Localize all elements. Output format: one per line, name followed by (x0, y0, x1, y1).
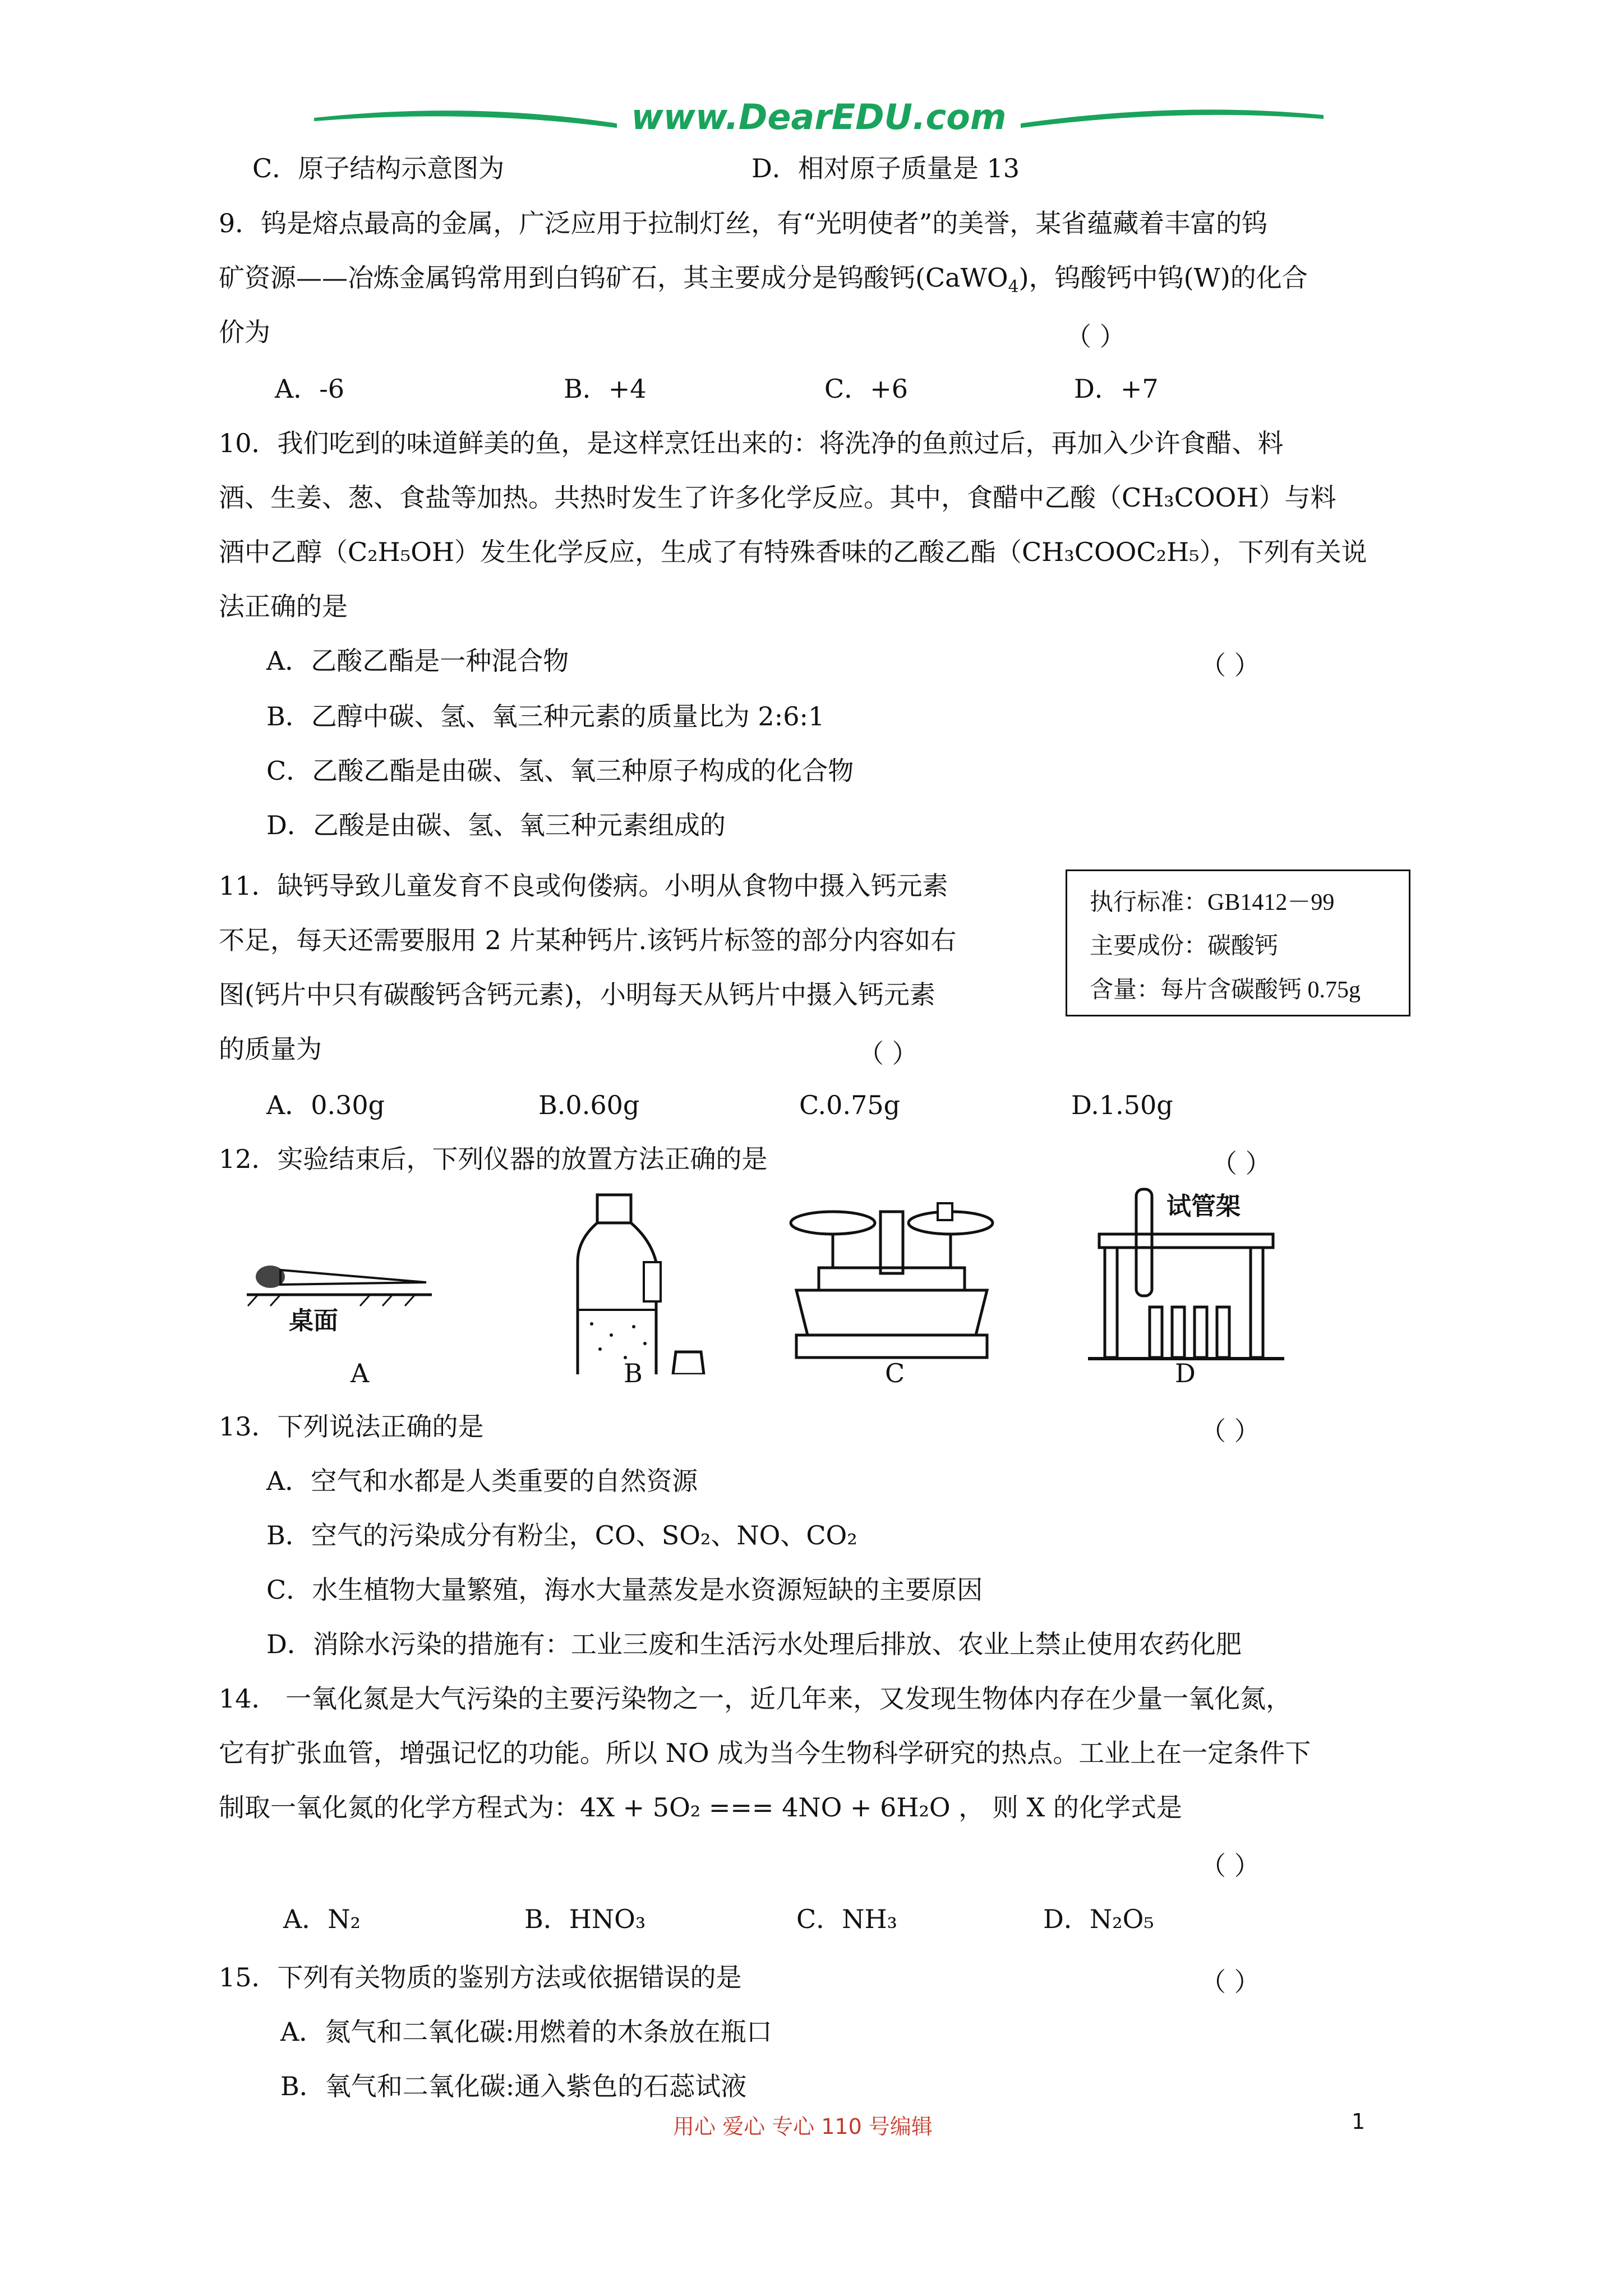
figure-c-balance (785, 1189, 998, 1374)
q10-option-a: A．乙酸乙酯是一种混合物 (266, 646, 569, 676)
q11-line4: 的质量为 (219, 1034, 322, 1064)
q12-line1: 12．实验结束后，下列仪器的放置方法正确的是 (219, 1144, 768, 1174)
reagent-bottle-icon (566, 1189, 712, 1374)
balance-icon (785, 1189, 998, 1374)
q9-line2-b: )，钨酸钙中钨(W)的化合 (1018, 263, 1308, 293)
q12-label-a: A (351, 1358, 370, 1388)
q10-line2: 酒、生姜、葱、食盐等加热。共热时发生了许多化学反应。其中，食醋中乙酸（CH₃COOH）与料 (219, 482, 1336, 513)
q10-line4: 法正确的是 (219, 591, 348, 622)
q13-option-d: D．消除水污染的措施有：工业三废和生活污水处理后排放、农业上禁止使用农药化肥 (266, 1629, 1242, 1659)
q14-option-d: D．N₂O₅ (1043, 1904, 1154, 1934)
dropper-icon (241, 1245, 437, 1358)
q11-line1: 11．缺钙导致儿童发育不良或佝偻病。小明从食物中摄入钙元素 (219, 871, 948, 901)
calcium-label-box (1066, 869, 1410, 1016)
q15-stem: 15．下列有关物质的鉴别方法或依据错误的是 (219, 1962, 742, 1993)
q10-line3: 酒中乙醇（C₂H₅OH）发生化学反应，生成了有特殊香味的乙酸乙酯（CH₃COOC₂H₅），下列有关说 (219, 537, 1367, 567)
q11-line3: 图(钙片中只有碳酸钙含钙元素)，小明每天从钙片中摄入钙元素 (219, 979, 935, 1010)
q8-option-d: D．相对原子质量是 13 (751, 153, 1020, 183)
q9-line1: 9．钨是熔点最高的金属，广泛应用于拉制灯丝，有“光明使者”的美誉，某省蕴藏着丰富的钨 (219, 208, 1268, 238)
q14-answer-paren[interactable]: （ ） (1200, 1851, 1260, 1881)
q9-line2 (219, 262, 1308, 297)
q12-label-c: C (885, 1358, 905, 1388)
q9-option-a: A．-6 (275, 374, 345, 404)
q15-option-a: A．氮气和二氧化碳:用燃着的木条放在瓶口 (280, 2017, 772, 2047)
q9-answer-paren[interactable]: （ ） (1066, 321, 1126, 352)
figure-d-rack-label: 试管架 (1166, 1192, 1241, 1221)
q10-option-c: C．乙酸乙酯是由碳、氢、氧三种原子构成的化合物 (266, 756, 854, 786)
figure-a-table-label: 桌面 (289, 1306, 338, 1335)
q10-answer-paren[interactable]: （ ） (1200, 650, 1260, 680)
q14-line2: 它有扩张血管，增强记忆的功能。所以 NO 成为当今生物科学研究的热点。工业上在一定条件下 (219, 1738, 1311, 1768)
label-line-standard: 执行标准：GB1412－99 (1090, 890, 1335, 915)
q15-option-b: B．氧气和二氧化碳:通入紫色的石蕊试液 (280, 2071, 747, 2101)
q9-line2-a: 矿资源——冶炼金属钨常用到白钨矿石，其主要成分是钨酸钙(CaWO (219, 263, 1008, 293)
label-line-ingredient: 主要成份：碳酸钙 (1090, 933, 1279, 959)
q14-option-b: B．HNO₃ (524, 1904, 646, 1934)
q14-option-c: C．NH₃ (796, 1904, 898, 1934)
q9-option-c: C．+6 (824, 374, 909, 404)
q11-answer-paren[interactable]: （ ） (858, 1038, 918, 1069)
q9-line2-sub: 4 (1008, 277, 1019, 297)
header-banner (303, 84, 1335, 151)
q11-option-c: C.0.75g (799, 1090, 901, 1120)
q10-option-d: D．乙酸是由碳、氢、氧三种元素组成的 (266, 810, 726, 840)
q12-label-b: B (624, 1358, 643, 1388)
atom-diagram-placeholder (508, 156, 552, 184)
q9-option-d: D．+7 (1074, 374, 1159, 404)
figure-d-test-tube-rack (1082, 1178, 1290, 1369)
q11-option-a: A．0.30g (266, 1090, 385, 1120)
q13-line1: 13．下列说法正确的是 (219, 1411, 484, 1442)
q12-answer-paren[interactable]: （ ） (1211, 1148, 1271, 1179)
q8-option-c: C．原子结构示意图为 (252, 153, 505, 183)
page-number: 1 (1352, 2109, 1366, 2134)
q13-answer-paren[interactable]: （ ） (1200, 1416, 1260, 1446)
q11-line2: 不足，每天还需要服用 2 片某种钙片.该钙片标签的部分内容如右 (219, 925, 957, 955)
label-line-content: 含量：每片含碳酸钙 0.75g (1090, 977, 1361, 1003)
q10-line1: 10．我们吃到的味道鲜美的鱼，是这样烹饪出来的：将洗净的鱼煎过后，再加入少许食醋、料 (219, 428, 1284, 458)
q11-option-d: D.1.50g (1071, 1090, 1173, 1120)
q10-option-b: B．乙醇中碳、氢、氧三种元素的质量比为 2:6:1 (266, 701, 825, 731)
q14-line1: 14． 一氧化氮是大气污染的主要污染物之一，近几年来，又发现生物体内存在少量一氧化氮， (219, 1683, 1292, 1714)
q9-option-b: B．+4 (564, 374, 647, 404)
q12-label-d: D (1175, 1358, 1196, 1388)
q13-option-a: A．空气和水都是人类重要的自然资源 (266, 1466, 698, 1496)
q14-line3: 制取一氧化氮的化学方程式为：4X + 5O₂ === 4NO + 6H₂O ， 则 X 的化学式是 (219, 1792, 1182, 1823)
q15-answer-paren[interactable]: （ ） (1200, 1967, 1260, 1997)
q13-option-c: C．水生植物大量繁殖，海水大量蒸发是水资源短缺的主要原因 (266, 1575, 983, 1605)
q11-option-b: B.0.60g (538, 1090, 640, 1120)
banner-title[interactable]: www.DearEDU.com (631, 96, 1007, 137)
q9-line3: 价为 (219, 317, 270, 347)
figure-b-reagent-bottle (566, 1189, 712, 1374)
figure-a-dropper-on-table (241, 1245, 437, 1358)
footer-editor-note: 用心 爱心 专心 110 号编辑 (673, 2114, 933, 2139)
q14-option-a: A．N₂ (283, 1904, 361, 1934)
q13-option-b: B．空气的污染成分有粉尘，CO、SO₂、NO、CO₂ (266, 1520, 857, 1550)
